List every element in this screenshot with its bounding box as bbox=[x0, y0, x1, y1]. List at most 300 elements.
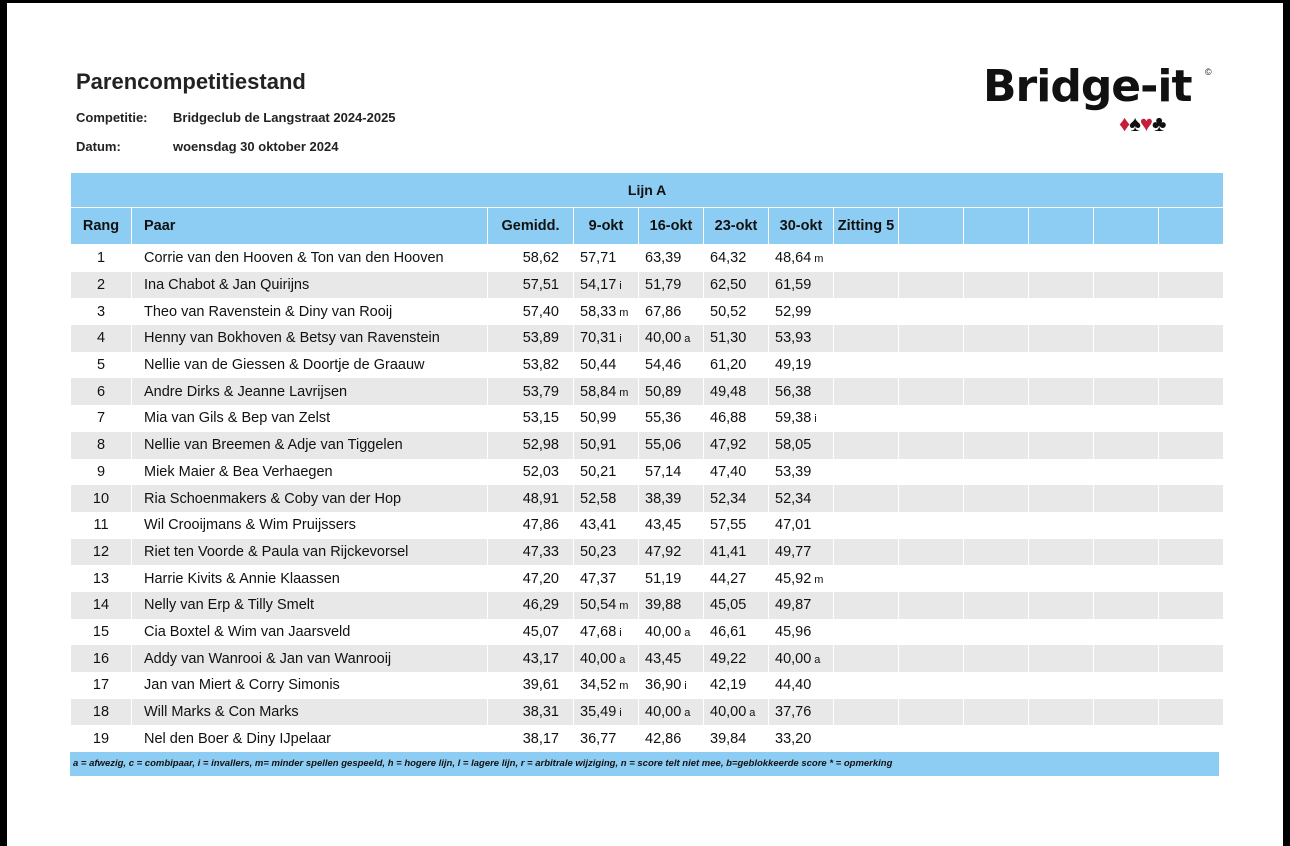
datum-value: woensdag 30 oktober 2024 bbox=[173, 139, 339, 154]
score-value: 49,19 bbox=[775, 357, 812, 374]
score-value: 51,79 bbox=[645, 277, 682, 294]
score-cell bbox=[1094, 432, 1159, 459]
score-cell bbox=[574, 352, 639, 379]
score-cell bbox=[1094, 485, 1159, 512]
score-value: 58,84 bbox=[580, 383, 617, 400]
column-header-4: 16-okt bbox=[639, 208, 704, 245]
score-cell bbox=[1094, 672, 1159, 699]
score-cell bbox=[1094, 565, 1159, 592]
score-cell bbox=[704, 539, 769, 566]
card-suits-icon: ♦♠♥♣ bbox=[1119, 111, 1166, 136]
pair-cell: Ria Schoenmakers & Coby van der Hop bbox=[132, 485, 488, 512]
average-cell: 57,40 bbox=[488, 298, 574, 325]
score-cell bbox=[704, 459, 769, 486]
score-cell bbox=[1094, 298, 1159, 325]
table-row bbox=[71, 672, 1224, 699]
column-header-2: Gemidd. bbox=[488, 208, 574, 245]
score-cell bbox=[1159, 378, 1224, 405]
table-row bbox=[71, 378, 1224, 405]
score-cell bbox=[899, 459, 964, 486]
score-value: 43,45 bbox=[645, 650, 682, 667]
score-value: 51,30 bbox=[710, 330, 747, 347]
score-cell bbox=[964, 352, 1029, 379]
rank-cell: 2 bbox=[71, 272, 132, 299]
score-value: 41,41 bbox=[710, 543, 747, 560]
score-cell bbox=[704, 378, 769, 405]
score-cell bbox=[1094, 459, 1159, 486]
score-cell bbox=[574, 485, 639, 512]
score-value: 53,93 bbox=[775, 330, 812, 347]
column-header-row bbox=[71, 208, 1224, 245]
pair-cell: Jan van Miert & Corry Simonis bbox=[132, 672, 488, 699]
score-cell bbox=[704, 565, 769, 592]
score-cell bbox=[769, 298, 834, 325]
score-cell bbox=[964, 592, 1029, 619]
score-value: 64,32 bbox=[710, 250, 747, 267]
score-value: 50,91 bbox=[580, 437, 617, 454]
score-cell bbox=[1094, 592, 1159, 619]
score-flag: m bbox=[814, 253, 824, 266]
score-cell bbox=[639, 699, 704, 726]
score-cell bbox=[1094, 699, 1159, 726]
score-value: 42,19 bbox=[710, 677, 747, 694]
score-value: 58,05 bbox=[775, 437, 812, 454]
score-cell bbox=[639, 672, 704, 699]
score-value: 49,48 bbox=[710, 383, 747, 400]
score-cell bbox=[704, 725, 769, 752]
score-value: 43,45 bbox=[645, 517, 682, 534]
score-cell bbox=[639, 378, 704, 405]
score-cell bbox=[769, 485, 834, 512]
score-value: 57,14 bbox=[645, 463, 682, 480]
table-row bbox=[71, 592, 1224, 619]
score-value: 35,49 bbox=[580, 704, 617, 721]
score-cell bbox=[1159, 725, 1224, 752]
pair-cell: Nellie van Breemen & Adje van Tiggelen bbox=[132, 432, 488, 459]
score-value: 44,40 bbox=[775, 677, 812, 694]
score-value: 40,00 bbox=[645, 623, 682, 640]
score-cell bbox=[1159, 485, 1224, 512]
score-cell bbox=[704, 592, 769, 619]
table-row bbox=[71, 245, 1224, 272]
score-cell bbox=[639, 539, 704, 566]
score-flag: i bbox=[619, 707, 622, 720]
score-value: 34,52 bbox=[580, 677, 617, 694]
score-cell bbox=[769, 699, 834, 726]
score-cell bbox=[574, 298, 639, 325]
score-cell bbox=[1029, 352, 1094, 379]
table-row bbox=[71, 352, 1224, 379]
score-cell bbox=[769, 352, 834, 379]
score-cell bbox=[769, 405, 834, 432]
score-cell bbox=[899, 245, 964, 272]
score-cell bbox=[1094, 405, 1159, 432]
score-value: 54,17 bbox=[580, 277, 617, 294]
rank-cell: 18 bbox=[71, 699, 132, 726]
pair-cell: Nel den Boer & Diny IJpelaar bbox=[132, 725, 488, 752]
score-cell bbox=[574, 592, 639, 619]
score-cell bbox=[899, 645, 964, 672]
score-cell bbox=[1159, 619, 1224, 646]
score-cell bbox=[899, 699, 964, 726]
score-value: 48,64 bbox=[775, 250, 812, 267]
score-value: 58,33 bbox=[580, 303, 617, 320]
datum-row bbox=[76, 139, 338, 154]
score-cell bbox=[1159, 432, 1224, 459]
score-cell bbox=[704, 619, 769, 646]
score-cell bbox=[1094, 272, 1159, 299]
pair-cell: Miek Maier & Bea Verhaegen bbox=[132, 459, 488, 486]
score-cell bbox=[574, 619, 639, 646]
score-value: 39,84 bbox=[710, 730, 747, 747]
rank-cell: 4 bbox=[71, 325, 132, 352]
score-value: 57,55 bbox=[710, 517, 747, 534]
score-cell bbox=[1094, 378, 1159, 405]
table-row bbox=[71, 272, 1224, 299]
score-cell bbox=[639, 432, 704, 459]
rank-cell: 11 bbox=[71, 512, 132, 539]
score-cell bbox=[1029, 325, 1094, 352]
score-cell bbox=[704, 432, 769, 459]
score-cell bbox=[1159, 325, 1224, 352]
score-cell bbox=[899, 565, 964, 592]
score-cell bbox=[1159, 699, 1224, 726]
lijn-header: Lijn A bbox=[71, 173, 1224, 208]
score-cell bbox=[899, 325, 964, 352]
score-value: 61,59 bbox=[775, 277, 812, 294]
pair-cell: Theo van Ravenstein & Diny van Rooij bbox=[132, 298, 488, 325]
rank-cell: 14 bbox=[71, 592, 132, 619]
score-cell bbox=[1159, 298, 1224, 325]
score-cell bbox=[899, 512, 964, 539]
score-cell bbox=[1029, 245, 1094, 272]
score-flag: a bbox=[684, 707, 691, 720]
page-title: Parencompetitiestand bbox=[76, 69, 306, 94]
rank-cell: 9 bbox=[71, 459, 132, 486]
score-cell bbox=[769, 645, 834, 672]
score-cell bbox=[574, 725, 639, 752]
score-cell bbox=[769, 619, 834, 646]
score-cell bbox=[1159, 512, 1224, 539]
score-cell bbox=[639, 405, 704, 432]
score-cell bbox=[964, 432, 1029, 459]
score-cell bbox=[1094, 619, 1159, 646]
score-flag: m bbox=[814, 573, 824, 586]
score-value: 55,36 bbox=[645, 410, 682, 427]
score-flag: a bbox=[749, 707, 756, 720]
average-cell: 47,20 bbox=[488, 565, 574, 592]
pair-cell: Mia van Gils & Bep van Zelst bbox=[132, 405, 488, 432]
score-value: 43,41 bbox=[580, 517, 617, 534]
score-cell bbox=[964, 539, 1029, 566]
score-cell bbox=[1094, 512, 1159, 539]
rank-cell: 1 bbox=[71, 245, 132, 272]
legend-bar: a = afwezig, c = combipaar, i = invallers, m= minder spellen gespeeld, h = hogere lijn, l = lagere lijn, r = arbitrale wijziging, n = score telt niet mee, b=geblokkeerde score * = opmerking bbox=[70, 752, 1219, 776]
column-header-7: Zitting 5 bbox=[834, 208, 899, 245]
score-value: 62,50 bbox=[710, 277, 747, 294]
score-cell bbox=[704, 485, 769, 512]
score-cell bbox=[639, 325, 704, 352]
table-row bbox=[71, 298, 1224, 325]
rank-cell: 3 bbox=[71, 298, 132, 325]
score-cell bbox=[834, 378, 899, 405]
score-cell bbox=[1094, 325, 1159, 352]
score-cell bbox=[574, 245, 639, 272]
average-cell: 53,79 bbox=[488, 378, 574, 405]
score-value: 49,87 bbox=[775, 597, 812, 614]
score-cell bbox=[834, 272, 899, 299]
column-header-12 bbox=[1159, 208, 1224, 245]
score-value: 50,54 bbox=[580, 597, 617, 614]
score-cell bbox=[1029, 459, 1094, 486]
score-cell bbox=[899, 725, 964, 752]
score-cell bbox=[899, 619, 964, 646]
pair-cell: Cia Boxtel & Wim van Jaarsveld bbox=[132, 619, 488, 646]
score-cell bbox=[964, 725, 1029, 752]
score-cell bbox=[769, 565, 834, 592]
score-cell bbox=[899, 272, 964, 299]
score-cell bbox=[899, 378, 964, 405]
score-value: 54,46 bbox=[645, 357, 682, 374]
score-cell bbox=[1159, 405, 1224, 432]
score-cell bbox=[834, 405, 899, 432]
score-flag: i bbox=[619, 280, 622, 293]
column-header-3: 9-okt bbox=[574, 208, 639, 245]
score-cell bbox=[834, 512, 899, 539]
score-flag: a bbox=[814, 653, 821, 666]
score-value: 44,27 bbox=[710, 570, 747, 587]
score-cell bbox=[964, 378, 1029, 405]
rank-cell: 5 bbox=[71, 352, 132, 379]
score-cell bbox=[1029, 405, 1094, 432]
score-cell bbox=[704, 645, 769, 672]
score-value: 47,37 bbox=[580, 570, 617, 587]
average-cell: 53,15 bbox=[488, 405, 574, 432]
score-value: 57,71 bbox=[580, 250, 617, 267]
score-cell bbox=[769, 272, 834, 299]
score-value: 47,92 bbox=[710, 437, 747, 454]
score-cell bbox=[834, 245, 899, 272]
table-row bbox=[71, 512, 1224, 539]
score-cell bbox=[704, 298, 769, 325]
score-cell bbox=[834, 592, 899, 619]
score-flag: i bbox=[619, 626, 622, 639]
score-cell bbox=[769, 459, 834, 486]
score-cell bbox=[769, 672, 834, 699]
score-cell bbox=[769, 725, 834, 752]
score-cell bbox=[1094, 539, 1159, 566]
score-cell bbox=[964, 565, 1029, 592]
score-value: 51,19 bbox=[645, 570, 682, 587]
score-cell bbox=[639, 725, 704, 752]
score-cell bbox=[1094, 352, 1159, 379]
score-value: 52,99 bbox=[775, 303, 812, 320]
score-cell bbox=[1159, 352, 1224, 379]
score-flag: m bbox=[619, 680, 629, 693]
score-cell bbox=[1159, 272, 1224, 299]
pair-cell: Wil Crooijmans & Wim Pruijssers bbox=[132, 512, 488, 539]
rank-cell: 8 bbox=[71, 432, 132, 459]
score-value: 50,21 bbox=[580, 463, 617, 480]
table-row bbox=[71, 459, 1224, 486]
standings-table bbox=[70, 172, 1224, 752]
logo-text: Bridge-it bbox=[983, 61, 1192, 112]
average-cell: 45,07 bbox=[488, 619, 574, 646]
rank-cell: 13 bbox=[71, 565, 132, 592]
datum-label: Datum: bbox=[76, 139, 121, 154]
score-cell bbox=[1029, 592, 1094, 619]
score-cell bbox=[639, 592, 704, 619]
average-cell: 43,17 bbox=[488, 645, 574, 672]
score-value: 47,01 bbox=[775, 517, 812, 534]
average-cell: 52,98 bbox=[488, 432, 574, 459]
score-cell bbox=[964, 699, 1029, 726]
score-value: 49,77 bbox=[775, 543, 812, 560]
pair-cell: Nelly van Erp & Tilly Smelt bbox=[132, 592, 488, 619]
column-header-11 bbox=[1094, 208, 1159, 245]
score-cell bbox=[574, 272, 639, 299]
pair-cell: Corrie van den Hooven & Ton van den Hooven bbox=[132, 245, 488, 272]
score-value: 40,00 bbox=[580, 650, 617, 667]
average-cell: 53,82 bbox=[488, 352, 574, 379]
competitie-label: Competitie: bbox=[76, 110, 148, 125]
score-cell bbox=[964, 619, 1029, 646]
score-cell bbox=[639, 352, 704, 379]
score-value: 50,23 bbox=[580, 543, 617, 560]
score-cell bbox=[1159, 459, 1224, 486]
score-value: 47,68 bbox=[580, 623, 617, 640]
average-cell: 39,61 bbox=[488, 672, 574, 699]
score-cell bbox=[639, 459, 704, 486]
score-cell bbox=[704, 245, 769, 272]
score-flag: a bbox=[684, 333, 691, 346]
score-cell bbox=[769, 245, 834, 272]
table-row bbox=[71, 565, 1224, 592]
average-cell: 48,91 bbox=[488, 485, 574, 512]
score-cell bbox=[1094, 725, 1159, 752]
column-header-10 bbox=[1029, 208, 1094, 245]
score-value: 33,20 bbox=[775, 730, 812, 747]
rank-cell: 12 bbox=[71, 539, 132, 566]
score-value: 45,92 bbox=[775, 570, 812, 587]
average-cell: 58,62 bbox=[488, 245, 574, 272]
score-flag: a bbox=[619, 653, 626, 666]
score-value: 67,86 bbox=[645, 303, 682, 320]
score-cell bbox=[1029, 378, 1094, 405]
score-cell bbox=[769, 325, 834, 352]
score-cell bbox=[899, 352, 964, 379]
score-cell bbox=[964, 245, 1029, 272]
rank-cell: 10 bbox=[71, 485, 132, 512]
score-cell bbox=[769, 592, 834, 619]
score-cell bbox=[1094, 645, 1159, 672]
rank-cell: 16 bbox=[71, 645, 132, 672]
score-cell bbox=[899, 485, 964, 512]
pair-cell: Addy van Wanrooi & Jan van Wanrooij bbox=[132, 645, 488, 672]
score-cell bbox=[899, 405, 964, 432]
bridge-it-logo bbox=[983, 61, 1213, 141]
score-value: 46,88 bbox=[710, 410, 747, 427]
score-value: 47,92 bbox=[645, 543, 682, 560]
score-cell bbox=[1029, 699, 1094, 726]
score-cell bbox=[574, 645, 639, 672]
score-cell bbox=[574, 699, 639, 726]
score-value: 50,89 bbox=[645, 383, 682, 400]
score-cell bbox=[834, 565, 899, 592]
score-cell bbox=[574, 459, 639, 486]
score-cell bbox=[769, 512, 834, 539]
score-cell bbox=[574, 325, 639, 352]
score-cell bbox=[639, 272, 704, 299]
score-cell bbox=[834, 298, 899, 325]
score-cell bbox=[1029, 672, 1094, 699]
score-cell bbox=[704, 512, 769, 539]
table-row bbox=[71, 619, 1224, 646]
score-cell bbox=[574, 432, 639, 459]
score-cell bbox=[964, 298, 1029, 325]
score-value: 53,39 bbox=[775, 463, 812, 480]
score-cell bbox=[1159, 592, 1224, 619]
score-cell bbox=[834, 645, 899, 672]
score-cell bbox=[899, 592, 964, 619]
score-cell bbox=[834, 432, 899, 459]
score-cell bbox=[574, 378, 639, 405]
score-value: 38,39 bbox=[645, 490, 682, 507]
score-cell bbox=[704, 352, 769, 379]
score-value: 40,00 bbox=[645, 704, 682, 721]
score-value: 52,34 bbox=[775, 490, 812, 507]
score-value: 50,99 bbox=[580, 410, 617, 427]
pair-cell: Will Marks & Con Marks bbox=[132, 699, 488, 726]
average-cell: 38,31 bbox=[488, 699, 574, 726]
score-cell bbox=[704, 325, 769, 352]
score-cell bbox=[899, 298, 964, 325]
score-cell bbox=[834, 539, 899, 566]
score-cell bbox=[1159, 672, 1224, 699]
score-value: 63,39 bbox=[645, 250, 682, 267]
score-cell bbox=[899, 432, 964, 459]
score-value: 36,90 bbox=[645, 677, 682, 694]
score-cell bbox=[639, 298, 704, 325]
table-row bbox=[71, 325, 1224, 352]
score-cell bbox=[899, 539, 964, 566]
score-cell bbox=[834, 619, 899, 646]
table-row bbox=[71, 485, 1224, 512]
score-cell bbox=[1029, 619, 1094, 646]
score-value: 50,44 bbox=[580, 357, 617, 374]
score-cell bbox=[834, 459, 899, 486]
score-value: 70,31 bbox=[580, 330, 617, 347]
score-cell bbox=[704, 672, 769, 699]
score-flag: a bbox=[684, 626, 691, 639]
score-cell bbox=[1159, 245, 1224, 272]
score-cell bbox=[1029, 645, 1094, 672]
score-value: 40,00 bbox=[645, 330, 682, 347]
score-flag: m bbox=[619, 386, 629, 399]
average-cell: 38,17 bbox=[488, 725, 574, 752]
score-value: 46,61 bbox=[710, 623, 747, 640]
score-cell bbox=[574, 405, 639, 432]
score-value: 52,34 bbox=[710, 490, 747, 507]
table-row bbox=[71, 699, 1224, 726]
score-cell bbox=[704, 699, 769, 726]
pair-cell: Andre Dirks & Jeanne Lavrijsen bbox=[132, 378, 488, 405]
average-cell: 52,03 bbox=[488, 459, 574, 486]
score-cell bbox=[639, 645, 704, 672]
score-flag: i bbox=[814, 413, 817, 426]
average-cell: 46,29 bbox=[488, 592, 574, 619]
table-row bbox=[71, 539, 1224, 566]
